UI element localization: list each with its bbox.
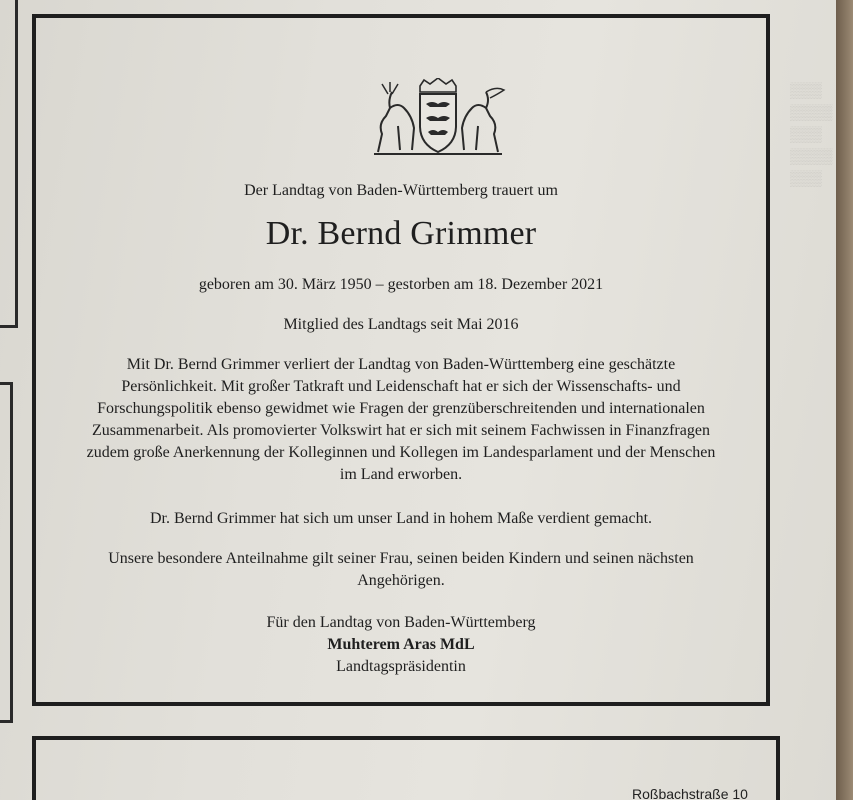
next-ad-address: Roßbachstraße 10: [632, 786, 748, 800]
signer-name: Muhterem Aras MdL: [327, 636, 475, 653]
bleed-through-text: ▒▒▒ ▒▒▒▒ ▒▒▒ ▒▒▒▒ ▒▒▒: [790, 83, 833, 187]
tribute-line: Mit Dr. Bernd Grimmer verliert der Landtag von Baden-Württemberg eine geschätzte: [126, 356, 676, 373]
obituary-notice: [32, 14, 770, 706]
intro-line: Der Landtag von Baden-Württemberg trauert um: [244, 182, 558, 199]
merit-line: Dr. Bernd Grimmer hat sich um unser Land in hohem Maße verdient gemacht.: [149, 510, 653, 527]
membership-line: Mitglied des Landtags seit Mai 2016: [283, 316, 519, 333]
tribute-line: Persönlichkeit. Mit großer Tatkraft und Leidenschaft hat er sich der Wissenschafts- und: [121, 378, 681, 395]
sympathy-line: Unsere besondere Anteilnahme gilt seiner Frau, seinen beiden Kindern und seinen nächsten: [108, 550, 694, 567]
baden-wuerttemberg-coat-of-arms-icon: [368, 78, 508, 158]
left-ad-frame-bottom: [0, 382, 13, 723]
deceased-name: Dr. Bernd Grimmer: [265, 215, 537, 252]
life-dates: geboren am 30. März 1950 – gestorben am 18. Dezember 2021: [198, 276, 604, 293]
signer-title: Landtagspräsidentin: [336, 658, 466, 675]
tribute-line: Zusammenarbeit. Als promovierter Volkswirt hat er sich mit seinem Fachwissen in Finanzfragen: [92, 422, 710, 439]
left-ad-frame-top: [0, 0, 18, 328]
tribute-line: Forschungspolitik ebenso gewidmet wie Fragen der grenzüberschreitenden und internationalen: [97, 400, 705, 417]
tribute-line: zudem große Anerkennung der Kolleginnen und Kollegen im Landesparlament und der Menschen: [86, 444, 716, 461]
tribute-line: im Land erworben.: [339, 466, 463, 483]
on-behalf-line: Für den Landtag von Baden-Württemberg: [266, 614, 536, 631]
sympathy-line: Angehörigen.: [357, 572, 445, 589]
table-surface: [836, 0, 853, 800]
